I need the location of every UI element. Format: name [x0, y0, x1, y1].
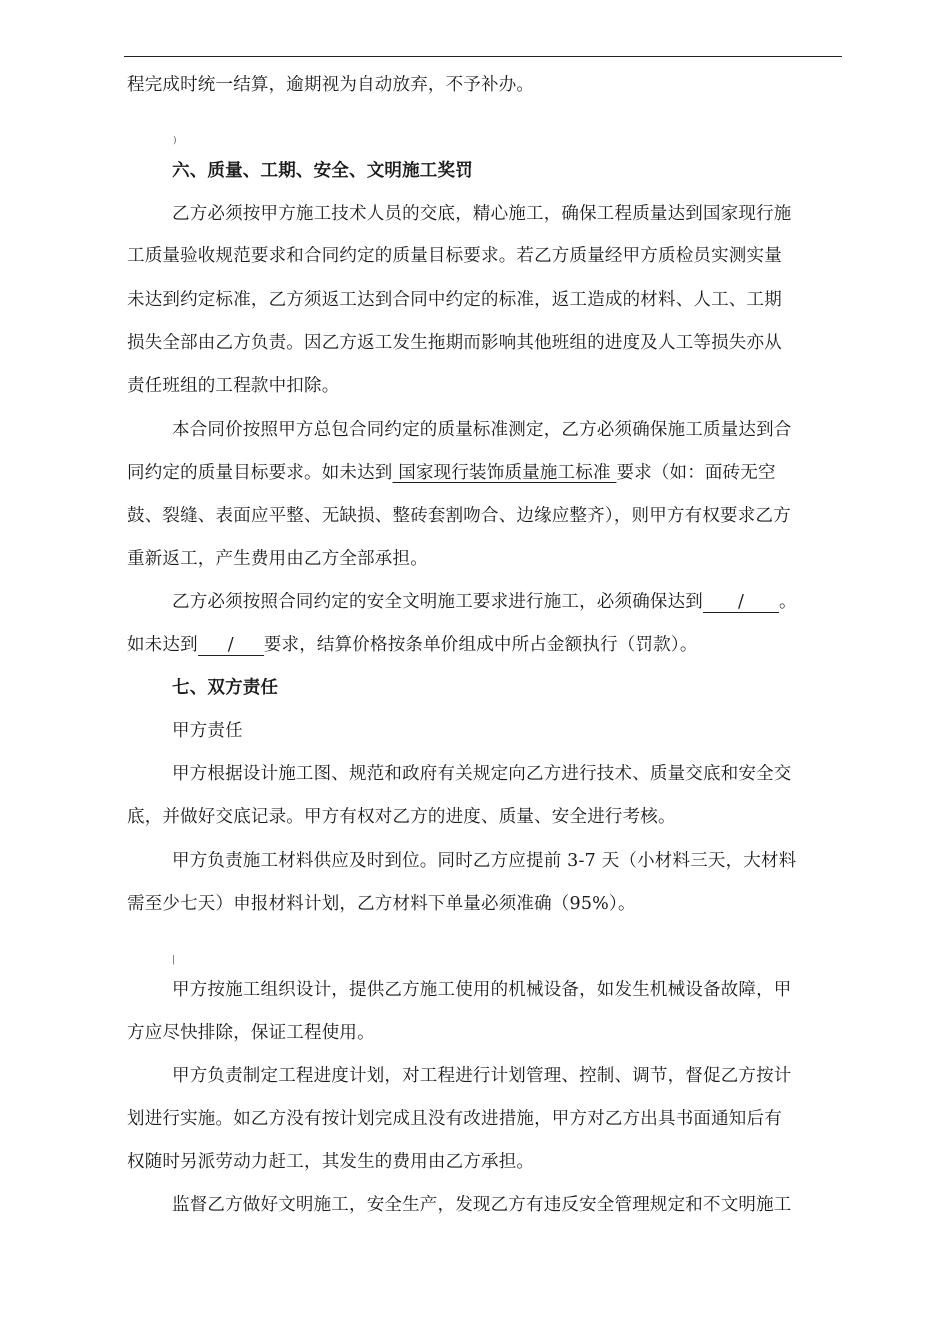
paragraph-line: 甲方按施工组织设计，提供乙方施工使用的机械设备，如发生机械设备故障，甲 — [172, 980, 792, 1000]
paragraph-line: 划进行实施。如乙方没有按计划完成且没有改进措施，甲方对乙方出具书面通知后有 — [127, 1109, 782, 1129]
paragraph-line: 底，并做好交底记录。甲方有权对乙方的进度、质量、安全进行考核。 — [127, 807, 676, 827]
text-segment: 同约定的质量目标要求。如未达到 — [127, 463, 393, 483]
filled-blank-quality-standard: 国家现行装饰质量施工标准 — [392, 463, 617, 483]
text-segment: 。 — [779, 592, 797, 612]
paragraph-line: 监督乙方做好文明施工，安全生产，发现乙方有违反安全管理规定和不文明施工 — [172, 1195, 792, 1215]
stray-mark: ) — [173, 136, 177, 146]
paragraph-line: 本合同价按照甲方总包合同约定的质量标准测定，乙方必须确保施工质量达到合 — [172, 420, 792, 440]
paragraph-line: 损失全部由乙方负责。因乙方返工发生拖期而影响其他班组的进度及人工等损失亦从 — [127, 333, 782, 353]
header-rule — [124, 56, 842, 57]
paragraph-line: 程完成时统一结算，逾期视为自动放弃，不予补办。 — [127, 75, 535, 95]
subheading: 甲方责任 — [172, 721, 243, 741]
paragraph-line: 重新返工，产生费用由乙方全部承担。 — [127, 549, 428, 569]
stray-mark: | — [172, 955, 176, 965]
paragraph-line — [172, 591, 797, 613]
paragraph-line: 工质量验收规范要求和合同约定的质量目标要求。若乙方质量经甲方质检员实测实量 — [127, 246, 782, 266]
paragraph-line — [127, 634, 698, 656]
paragraph-line: 甲方负责施工材料供应及时到位。同时乙方应提前 3-7 天（小材料三天，大材料 — [172, 851, 797, 871]
filled-blank-safety: / — [703, 592, 779, 613]
paragraph-line: 未达到约定标准，乙方须返工达到合同中约定的标准，返工造成的材料、人工、工期 — [127, 290, 782, 310]
section-heading-6: 六、质量、工期、安全、文明施工奖罚 — [172, 161, 473, 181]
paragraph-line: 乙方必须按甲方施工技术人员的交底，精心施工，确保工程质量达到国家现行施 — [172, 204, 792, 224]
text-segment: 乙方必须按照合同约定的安全文明施工要求进行施工，必须确保达到 — [172, 592, 703, 612]
text-segment: 如未达到 — [127, 635, 198, 655]
text-segment: 要求，结算价格按条单价组成中所占金额执行（罚款）。 — [263, 635, 698, 655]
paragraph-line: 甲方负责制定工程进度计划，对工程进行计划管理、控制、调节，督促乙方按计 — [172, 1066, 792, 1086]
section-heading-7: 七、双方责任 — [172, 678, 279, 698]
paragraph-line: 方应尽快排除，保证工程使用。 — [127, 1023, 375, 1043]
filled-blank-penalty: / — [198, 635, 264, 656]
paragraph-line: 责任班组的工程款中扣除。 — [127, 376, 340, 396]
paragraph-line: 甲方根据设计施工图、规范和政府有关规定向乙方进行技术、质量交底和安全交 — [172, 764, 792, 784]
paragraph-line: 权随时另派劳动力赶工，其发生的费用由乙方承担。 — [127, 1152, 535, 1172]
paragraph-line: 需至少七天）申报材料计划，乙方材料下单量必须准确（95%）。 — [127, 894, 636, 914]
text-segment: 要求（如：面砖无空 — [616, 463, 776, 483]
paragraph-line: 鼓、裂缝、表面应平整、无缺损、整砖套割吻合、边缘应整齐），则甲方有权要求乙方 — [127, 506, 791, 526]
paragraph-line — [127, 462, 776, 484]
